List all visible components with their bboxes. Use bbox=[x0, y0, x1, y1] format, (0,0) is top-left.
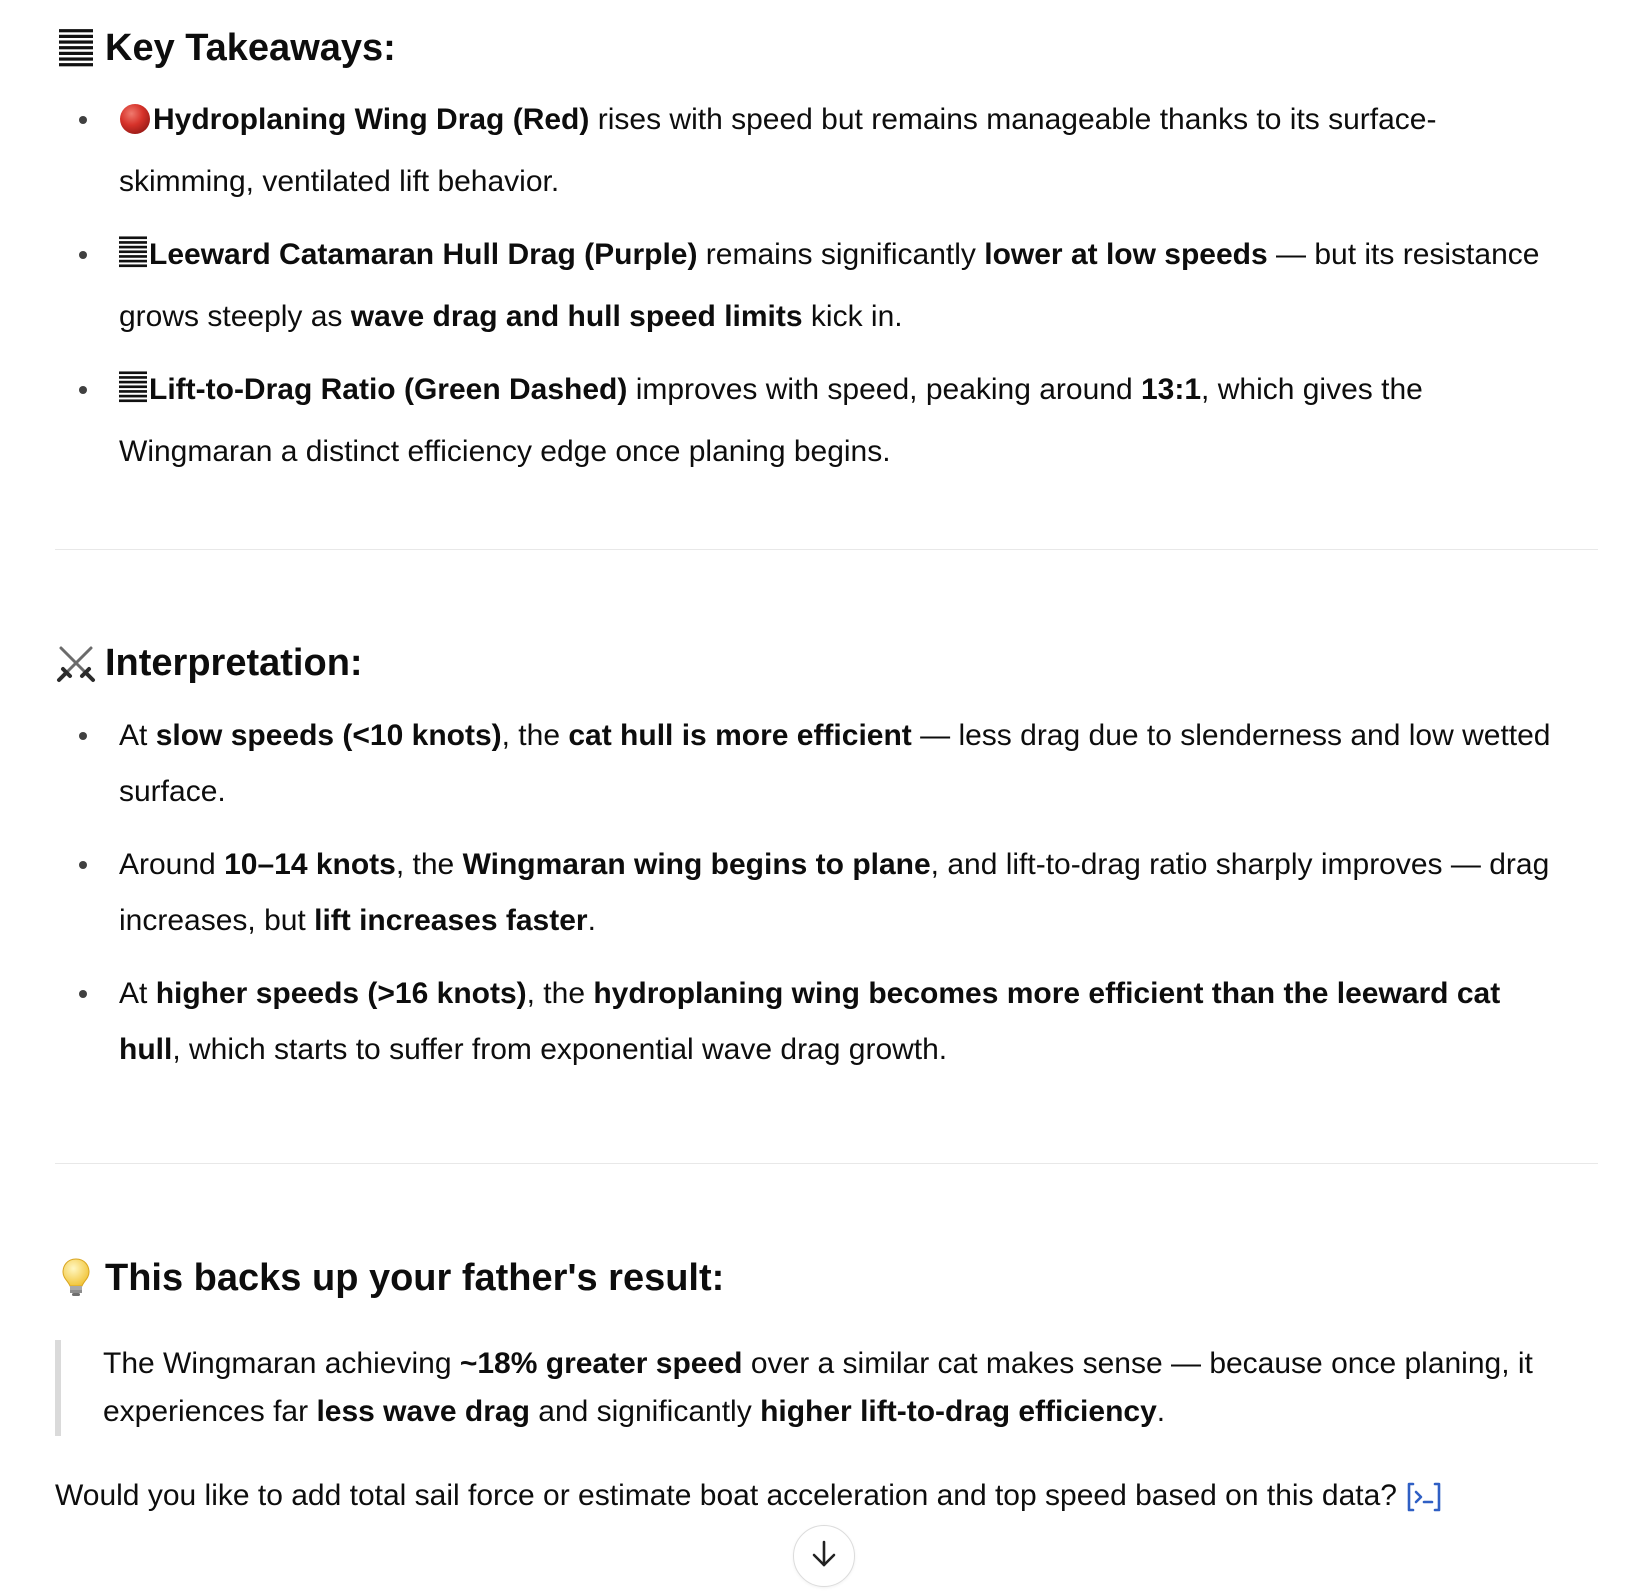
takeaway-emphasis: lower at low speeds bbox=[984, 238, 1268, 271]
crossed-swords-icon bbox=[55, 641, 97, 685]
item-emphasis: 10–14 knots bbox=[224, 848, 396, 881]
takeaway-text: , which gives the Wingmaran a distinct efficiency edge once planing begins. bbox=[119, 373, 1423, 468]
list-item bbox=[55, 227, 1565, 345]
takeaway-text: remains significantly bbox=[697, 238, 985, 271]
item-text: Around bbox=[119, 848, 225, 881]
item-text: — less drag due to slenderness and low wetted surface. bbox=[119, 719, 1551, 808]
key-takeaways-heading-text: Key Takeaways: bbox=[105, 27, 396, 69]
list-item bbox=[55, 837, 1565, 949]
bar-chart-icon bbox=[119, 368, 147, 424]
item-text: , and lift-to-drag ratio sharply improves — drag increases, but bbox=[119, 848, 1550, 937]
red-circle-icon bbox=[119, 98, 151, 154]
item-text: At bbox=[119, 977, 156, 1010]
item-text: , the bbox=[501, 719, 569, 752]
interpretation-heading-text: Interpretation: bbox=[105, 642, 363, 684]
list-item bbox=[55, 362, 1565, 480]
followup-text: Would you like to add total sail force or estimate boat acceleration and top speed based on this data? bbox=[55, 1479, 1397, 1512]
takeaway-label: Lift-to-Drag Ratio (Green Dashed) bbox=[149, 373, 628, 406]
conclusion-heading-text: This backs up your father's result: bbox=[105, 1257, 725, 1299]
divider bbox=[55, 549, 1598, 550]
takeaway-text: kick in. bbox=[802, 300, 903, 333]
item-text: . bbox=[587, 904, 596, 937]
quote-emphasis: less wave drag bbox=[316, 1395, 530, 1428]
item-emphasis: hydroplaning wing becomes more efficient than the leeward cat hull bbox=[119, 977, 1501, 1066]
item-text: , the bbox=[395, 848, 463, 881]
takeaway-label: Hydroplaning Wing Drag (Red) bbox=[153, 103, 590, 136]
key-takeaways-list bbox=[55, 92, 1565, 497]
interpretation-list bbox=[55, 708, 1565, 1095]
followup-question bbox=[55, 1472, 1615, 1528]
takeaway-label: Leeward Catamaran Hull Drag (Purple) bbox=[149, 238, 698, 271]
conclusion-heading bbox=[55, 1256, 724, 1300]
item-emphasis: cat hull is more efficient bbox=[568, 719, 912, 752]
list-item bbox=[55, 966, 1565, 1078]
item-emphasis: slow speeds (<10 knots) bbox=[155, 719, 502, 752]
arrow-down-icon bbox=[810, 1539, 838, 1574]
list-item bbox=[55, 92, 1565, 210]
item-text: , the bbox=[526, 977, 594, 1010]
list-item bbox=[55, 708, 1565, 820]
takeaway-emphasis: wave drag and hull speed limits bbox=[350, 300, 803, 333]
scroll-to-bottom-button[interactable] bbox=[793, 1525, 855, 1587]
quote-text: over a similar cat makes sense — because once planing, it experiences far bbox=[103, 1347, 1533, 1428]
key-takeaways-heading bbox=[55, 26, 396, 70]
item-emphasis: Wingmaran wing begins to plane bbox=[462, 848, 931, 881]
item-text: , which starts to suffer from exponential wave drag growth. bbox=[172, 1033, 948, 1066]
item-emphasis: higher speeds (>16 knots) bbox=[155, 977, 527, 1010]
takeaway-text: improves with speed, peaking around bbox=[627, 373, 1141, 406]
item-text: At bbox=[119, 719, 156, 752]
item-emphasis: lift increases faster bbox=[314, 904, 588, 937]
light-bulb-icon bbox=[55, 1256, 97, 1300]
quote-emphasis: higher lift-to-drag efficiency bbox=[760, 1395, 1157, 1428]
bar-chart-icon bbox=[55, 26, 97, 70]
divider bbox=[55, 1163, 1598, 1164]
takeaway-text: rises with speed but remains manageable thanks to its surface-skimming, ventilated lift behavior. bbox=[119, 103, 1437, 198]
bar-chart-icon bbox=[119, 233, 147, 289]
takeaway-text: — but its resistance grows steeply as bbox=[119, 238, 1540, 333]
interpretation-heading bbox=[55, 641, 363, 685]
takeaway-emphasis: 13:1 bbox=[1141, 373, 1202, 406]
code-interpreter-icon[interactable] bbox=[1405, 1480, 1443, 1528]
blockquote bbox=[55, 1340, 1598, 1436]
quote-text: The Wingmaran achieving bbox=[103, 1347, 460, 1380]
quote-text: and significantly bbox=[529, 1395, 761, 1428]
quote-text: . bbox=[1156, 1395, 1166, 1428]
quote-emphasis: ~18% greater speed bbox=[459, 1347, 743, 1380]
